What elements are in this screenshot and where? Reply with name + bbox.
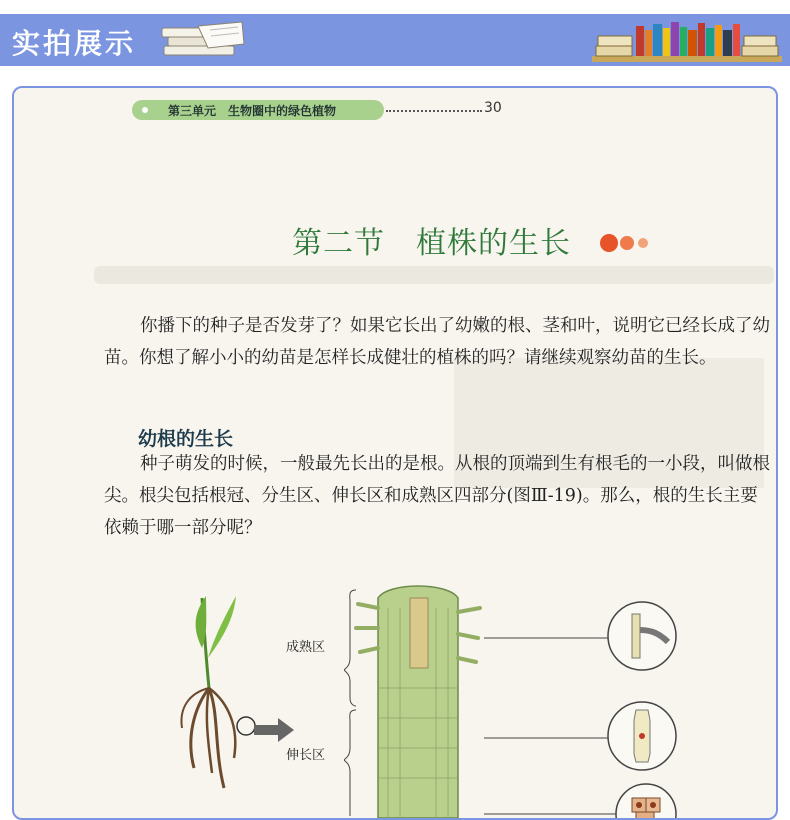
bullet-icon — [142, 107, 148, 113]
zone-bracket — [344, 588, 358, 818]
title-dot-icon — [620, 236, 634, 250]
banner-title: 实拍展示 — [12, 27, 137, 60]
arrow-icon — [254, 718, 294, 742]
unit-header — [132, 100, 384, 120]
seedling-illustration — [164, 588, 274, 808]
unit-label: 第三单元 生物圈中的绿色植物 — [168, 104, 337, 118]
mature-zone-label: 成熟区 — [286, 640, 326, 655]
intro-paragraph: 你播下的种子是否发芽了？如果它长出了幼嫩的根、茎和叶，说明它已经长成了幼苗。你想了解小小的幼苗是怎样长成健壮的植株的吗？请继续观察幼苗的生长。 — [104, 316, 770, 368]
bleed-through-texture — [94, 266, 774, 284]
top-banner — [0, 14, 790, 66]
root-hair-cell-icon — [606, 600, 678, 672]
textbook-photo — [12, 86, 778, 820]
title-dot-icon — [600, 234, 618, 252]
bookshelf-icon — [592, 18, 782, 64]
page-number: 30 — [484, 100, 502, 116]
subheading: 幼根的生长 — [138, 428, 234, 450]
root-tip-illustration — [348, 578, 488, 818]
meristem-cell-icon — [614, 780, 678, 820]
root-growth-paragraph: 种子萌发的时候，一般最先长出的是根。从根的顶端到生有根毛的一小段，叫做根尖。根尖包括根冠、分生区、伸长区和成熟区四部分(图Ⅲ-19)。那么，根的生长主要依赖于哪一部分呢？ — [104, 454, 770, 538]
elongation-cell-icon — [606, 700, 678, 772]
dotted-leader — [386, 110, 482, 112]
section-title: 第二节 植株的生长 — [292, 226, 571, 261]
book-stack-icon — [158, 20, 248, 60]
elongation-zone-label: 伸长区 — [286, 748, 326, 763]
title-dot-icon — [638, 238, 648, 248]
